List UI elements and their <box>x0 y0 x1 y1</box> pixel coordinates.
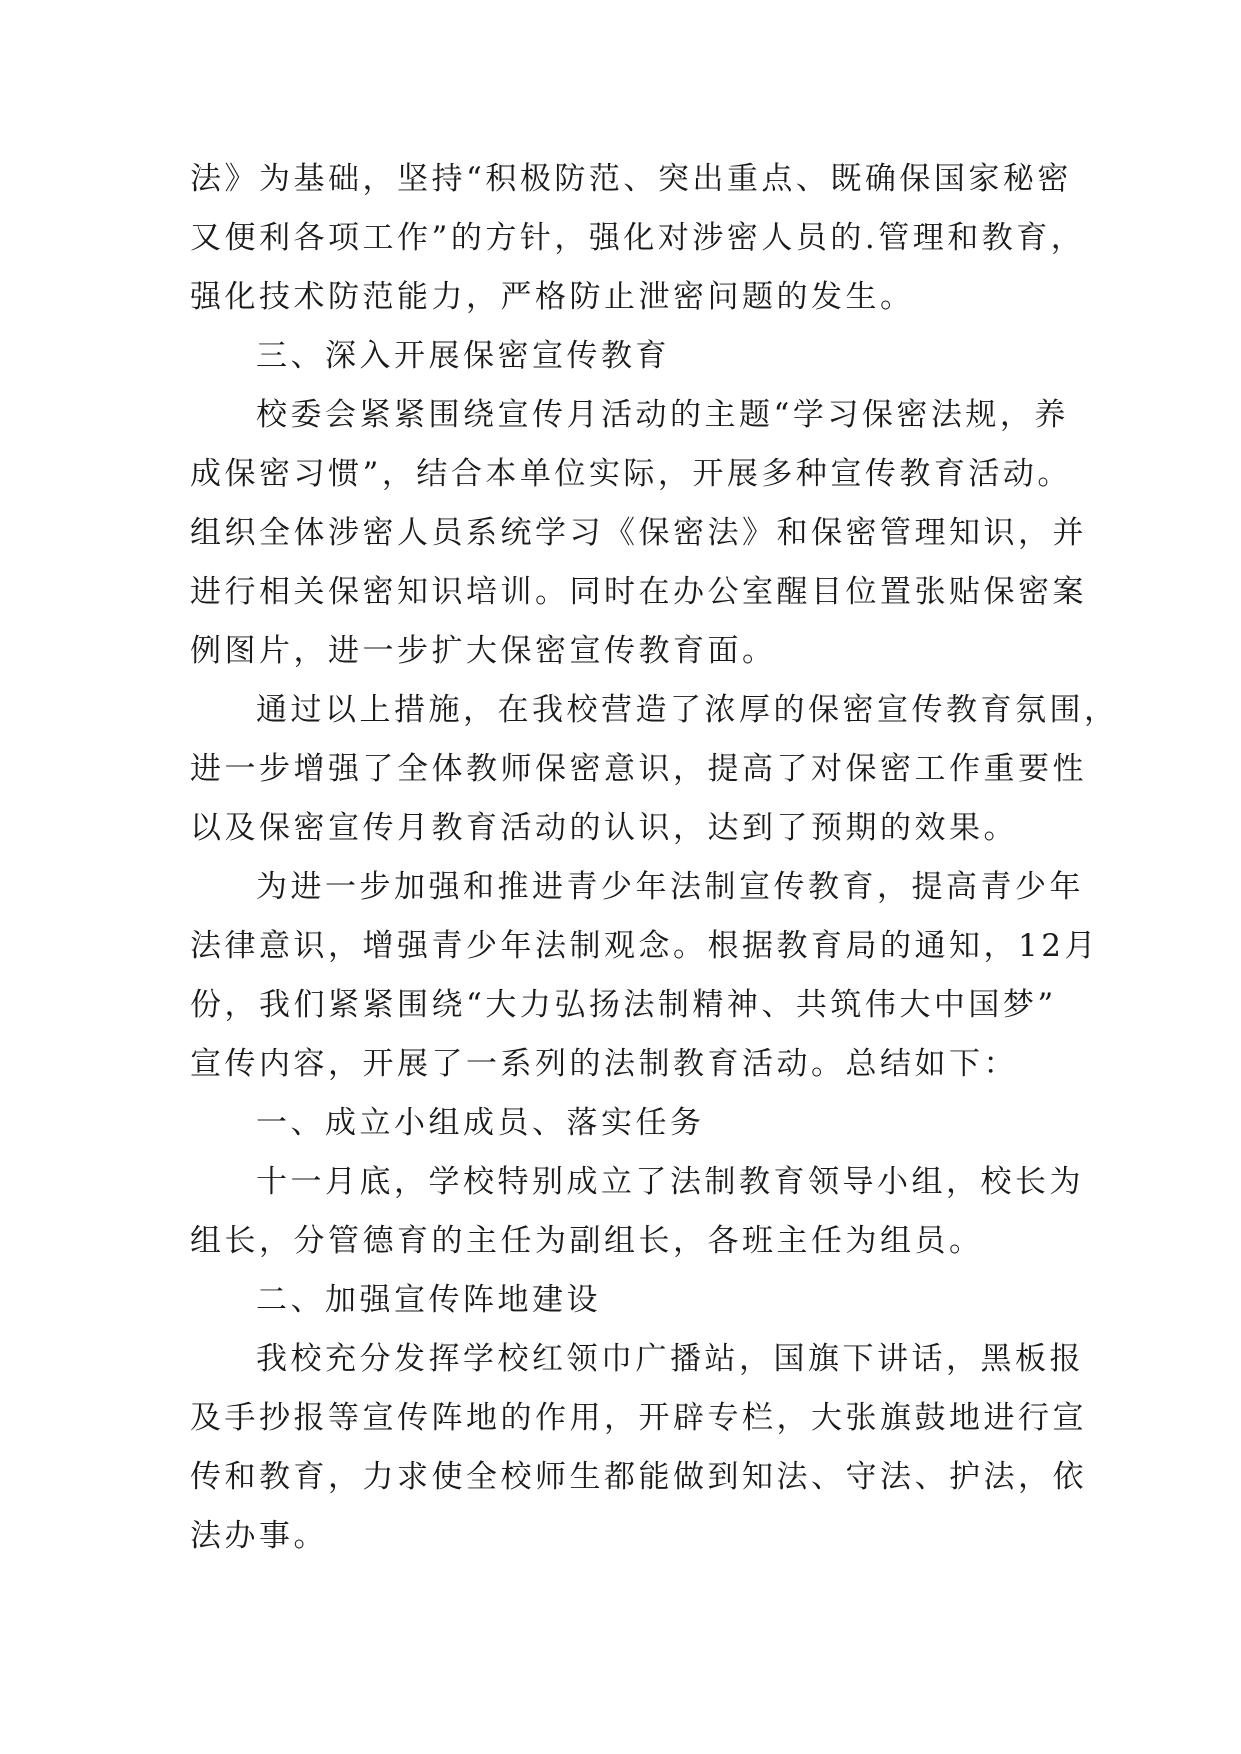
section-heading: 三、深入开展保密宣传教育 <box>256 338 670 374</box>
text-line: 通过以上措施，在我校营造了浓厚的保密宣传教育氛围， <box>256 692 1119 728</box>
text-line: 我校充分发挥学校红领巾广播站，国旗下讲话，黑板报 <box>256 1341 1084 1377</box>
text-line: 进一步增强了全体教师保密意识，提高了对保密工作重要性 <box>190 751 1087 787</box>
text-line: 传和教育，力求使全校师生都能做到知法、守法、护法，依 <box>190 1459 1087 1495</box>
text-line: 法》为基础，坚持“积极防范、突出重点、既确保国家秘密 <box>190 161 1072 197</box>
text-line: 份，我们紧紧围绕“大力弘扬法制精神、共筑伟大中国梦” <box>190 987 1057 1023</box>
text-line: 十一月底，学校特别成立了法制教育领导小组，校长为 <box>256 1164 1084 1200</box>
section-heading: 二、加强宣传阵地建设 <box>256 1282 601 1318</box>
text-line: 组长，分管德育的主任为副组长，各班主任为组员。 <box>190 1223 984 1259</box>
text-line: 又便利各项工作”的方针，强化对涉密人员的.管理和教育， <box>190 220 1086 256</box>
text-line: 强化技术防范能力，严格防止泄密问题的发生。 <box>190 279 915 315</box>
text-line: 以及保密宣传月教育活动的认识，达到了预期的效果。 <box>190 810 1018 846</box>
text-line: 进行相关保密知识培训。同时在办公室醒目位置张贴保密案 <box>190 574 1087 610</box>
text-line: 成保密习惯”，结合本单位实际，开展多种宣传教育活动。 <box>190 456 1072 492</box>
text-line: 法律意识，增强青少年法制观念。根据教育局的通知，12月 <box>190 928 1099 964</box>
text-line: 为进一步加强和推进青少年法制宣传教育，提高青少年 <box>256 869 1084 905</box>
text-line: 组织全体涉密人员系统学习《保密法》和保密管理知识，并 <box>190 515 1087 551</box>
document-body <box>190 150 1119 1566</box>
text-line: 例图片，进一步扩大保密宣传教育面。 <box>190 633 777 669</box>
section-heading: 一、成立小组成员、落实任务 <box>256 1105 705 1141</box>
text-line: 校委会紧紧围绕宣传月活动的主题“学习保密法规，养 <box>256 397 1069 433</box>
text-line: 及手抄报等宣传阵地的作用，开辟专栏，大张旗鼓地进行宣 <box>190 1400 1087 1436</box>
text-line: 宣传内容，开展了一系列的法制教育活动。总结如下： <box>190 1046 1018 1082</box>
text-line: 法办事。 <box>190 1518 328 1554</box>
